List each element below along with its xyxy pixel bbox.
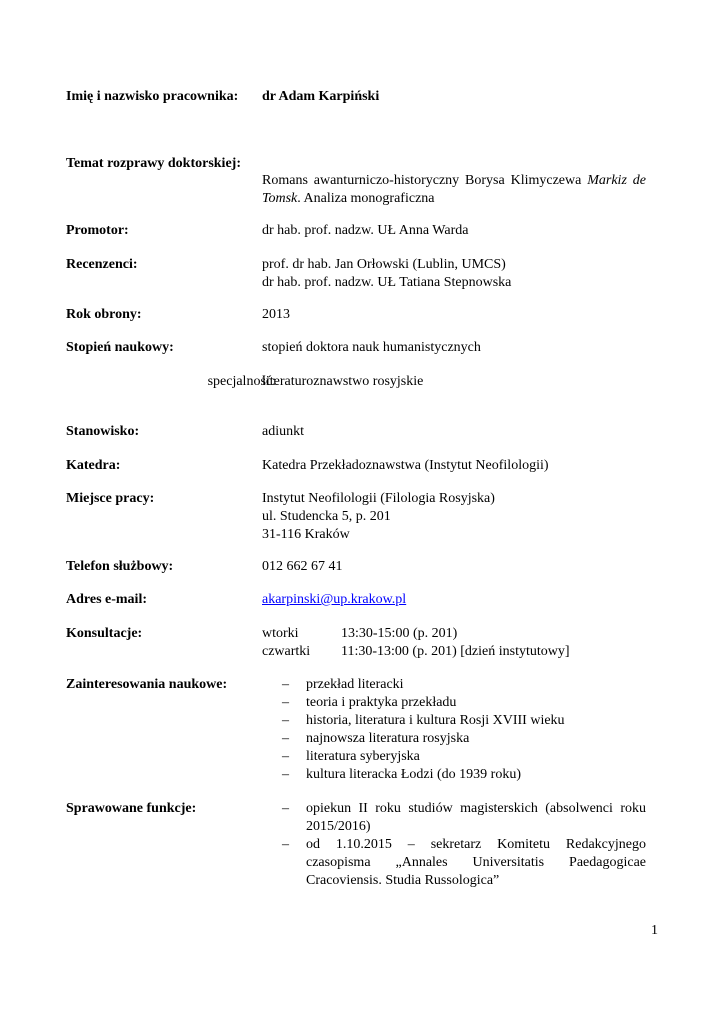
department-value: Katedra Przekładoznawstwa (Instytut Neofilologii): [262, 458, 549, 473]
functions-label: Sprawowane funkcje:: [66, 801, 197, 816]
thesis-text-pre: Romans awanturniczo-historyczny Borysa Klimyczewa: [262, 173, 588, 188]
dash-bullet-icon: –: [282, 713, 289, 728]
reviewers-label: Recenzenci:: [66, 257, 138, 272]
function-text: opiekun II roku studiów magisterskich (absolwenci roku 2015/2016): [306, 801, 646, 834]
workplace-value: [262, 490, 646, 544]
interests-label: Zainteresowania naukowe:: [66, 677, 228, 692]
consultation-entry: [262, 643, 646, 661]
degree-value: stopień doktora nauk humanistycznych: [262, 340, 481, 355]
interest-text: literatura syberyjska: [306, 749, 420, 764]
dash-bullet-icon: –: [282, 677, 289, 692]
list-item: [282, 800, 646, 836]
email-label: Adres e-mail:: [66, 592, 147, 607]
interest-text: kultura literacka Łodzi (do 1939 roku): [306, 767, 521, 782]
department-label: Katedra:: [66, 458, 121, 473]
specialty-value: literaturoznawstwo rosyjskie: [262, 374, 424, 389]
interest-text: przekład literacki: [306, 677, 404, 692]
promoter-label: Promotor:: [66, 223, 129, 238]
promoter-value: dr hab. prof. nadzw. UŁ Anna Warda: [262, 223, 469, 238]
page-number: 1: [651, 923, 658, 938]
specialty-label: specjalność:: [207, 374, 276, 389]
interest-text: teoria i praktyka przekładu: [306, 695, 457, 710]
list-item: [282, 730, 646, 748]
dash-bullet-icon: –: [282, 837, 289, 852]
position-label: Stanowisko:: [66, 424, 140, 439]
dash-bullet-icon: –: [282, 801, 289, 816]
list-item: [282, 694, 646, 712]
consultation-time: 13:30-15:00 (p. 201): [341, 626, 458, 641]
thesis-value: [262, 172, 646, 208]
reviewer-2: dr hab. prof. nadzw. UŁ Tatiana Stepnowska: [262, 275, 512, 290]
workplace-label: Miejsce pracy:: [66, 491, 155, 506]
defense-year-label: Rok obrony:: [66, 307, 142, 322]
dash-bullet-icon: –: [282, 749, 289, 764]
thesis-book-title: Markiz de Tomsk: [262, 173, 646, 206]
reviewer-1: prof. dr hab. Jan Orłowski (Lublin, UMCS): [262, 257, 506, 272]
dash-bullet-icon: –: [282, 731, 289, 746]
degree-label: Stopień naukowy:: [66, 340, 174, 355]
consultations-value: [262, 625, 646, 661]
email-value-wrap: [262, 591, 646, 609]
interest-text: historia, literatura i kultura Rosji XVIII wieku: [306, 713, 565, 728]
consultation-day: czwartki: [262, 644, 311, 659]
workplace-line-2: ul. Studencka 5, p. 201: [262, 509, 391, 524]
thesis-text-post: . Analiza monograficzna: [297, 191, 435, 206]
list-item: [282, 836, 646, 890]
consultation-day: wtorki: [262, 626, 299, 641]
employee-name: dr Adam Karpiński: [262, 89, 380, 104]
interests-list: [282, 676, 646, 784]
functions-list: [282, 800, 646, 890]
consultation-time: 11:30-13:00 (p. 201) [dzień instytutowy]: [341, 644, 570, 659]
email-link[interactable]: akarpinski@up.krakow.pl: [262, 592, 407, 607]
list-item: [282, 766, 646, 784]
interest-text: najnowsza literatura rosyjska: [306, 731, 470, 746]
reviewers-value: [262, 256, 646, 292]
consultation-entry: [262, 625, 646, 643]
workplace-line-3: 31-116 Kraków: [262, 527, 350, 542]
position-value: adiunkt: [262, 424, 304, 439]
function-text: od 1.10.2015 – sekretarz Komitetu Redakcyjnego czasopisma „Annales Universitatis Paedagogicae Cracoviensis. Studia Russologica”: [306, 837, 646, 888]
list-item: [282, 676, 646, 694]
consultations-label: Konsultacje:: [66, 626, 143, 641]
phone-value: 012 662 67 41: [262, 559, 343, 574]
list-item: [282, 712, 646, 730]
defense-year-value: 2013: [262, 307, 290, 322]
phone-label: Telefon służbowy:: [66, 559, 174, 574]
dash-bullet-icon: –: [282, 767, 289, 782]
employee-label: Imię i nazwisko pracownika:: [66, 89, 239, 104]
dash-bullet-icon: –: [282, 695, 289, 710]
thesis-label: Temat rozprawy doktorskiej:: [66, 156, 241, 171]
workplace-line-1: Instytut Neofilologii (Filologia Rosyjska): [262, 491, 495, 506]
list-item: [282, 748, 646, 766]
